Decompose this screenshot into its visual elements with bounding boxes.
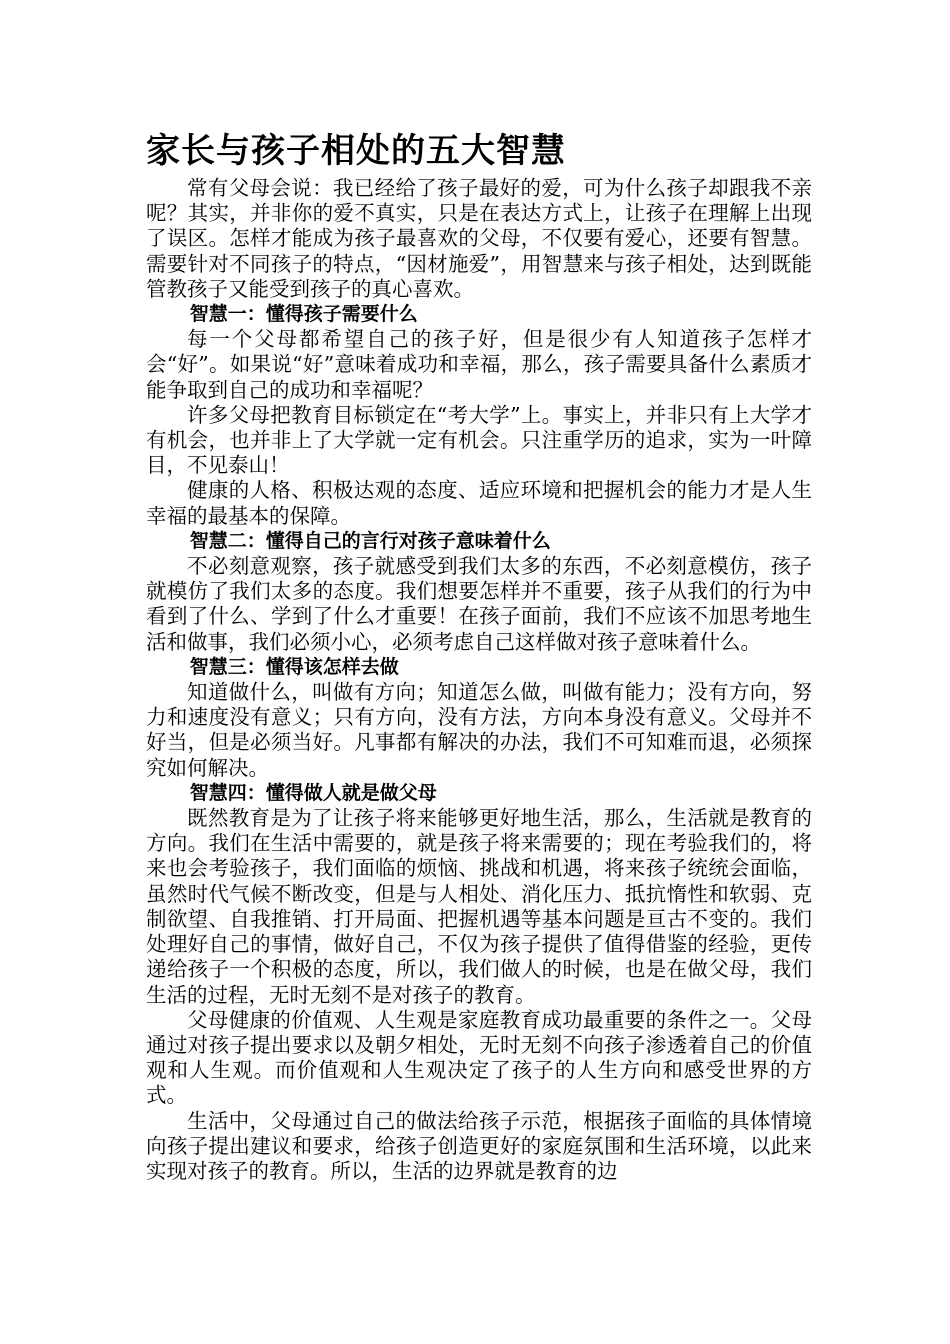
section-heading: 智慧二：懂得自己的言行对孩子意味着什么	[189, 529, 551, 552]
section-2	[146, 529, 812, 655]
section-paragraph: 不必刻意观察，孩子就感受到我们太多的东西，不必刻意模仿，孩子就模仿了我们太多的态度。我们想要怎样并不重要，孩子从我们的行为中看到了什么、学到了什么才重要！在孩子面前，我们不应该不加思考地生活和做事，我们必须小心，必须考虑自己这样做对孩子意味着什么。	[146, 554, 812, 654]
document-page	[146, 128, 812, 1184]
section-paragraph: 许多父母把教育目标锁定在“考大学”上。事实上，并非只有上大学才有机会，也并非上了大学就一定有机会。只注重学历的追求，实为一叶障目，不见泰山！	[146, 402, 812, 478]
section-3	[146, 655, 812, 781]
section-paragraph: 健康的人格、积极达观的态度、适应环境和把握机会的能力才是人生幸福的最基本的保障。	[146, 478, 812, 528]
intro-paragraph: 常有父母会说：我已经给了孩子最好的爱，可为什么孩子却跟我不亲呢？其实，并非你的爱不真实，只是在表达方式上，让孩子在理解上出现了误区。怎样才能成为孩子最喜欢的父母，不仅要有爱心，还要有智慧。需要针对不同孩子的特点，“因材施爱”，用智慧来与孩子相处，达到既能管教孩子又能受到孩子的真心喜欢。	[146, 176, 812, 301]
section-paragraph: 父母健康的价值观、人生观是家庭教育成功最重要的条件之一。父母通过对孩子提出要求以及朝夕相处，无时无刻不向孩子渗透着自己的价值观和人生观。而价值观和人生观决定了孩子的人生方向和感受世界的方式。	[146, 1007, 812, 1108]
section-1	[146, 302, 812, 529]
section-paragraph: 每一个父母都希望自己的孩子好，但是很少有人知道孩子怎样才会“好”。如果说“好”意味着成功和幸福，那么，孩子需要具备什么素质才能争取到自己的成功和幸福呢？	[146, 327, 812, 402]
section-4	[146, 781, 812, 1184]
document-title: 家长与孩子相处的五大智慧	[146, 131, 566, 171]
section-paragraph: 知道做什么，叫做有方向；知道怎么做，叫做有能力；没有方向，努力和速度没有意义；只有方向，没有方法，方向本身没有意义。父母并不好当，但是必须当好。凡事都有解决的办法，我们不可知难而退，必须探究如何解决。	[146, 680, 812, 780]
section-heading: 智慧三：懂得该怎样去做	[189, 655, 399, 678]
section-heading: 智慧四：懂得做人就是做父母	[189, 781, 437, 804]
section-paragraph: 生活中，父母通过自己的做法给孩子示范，根据孩子面临的具体情境向孩子提出建议和要求，给孩子创造更好的家庭氛围和生活环境，以此来实现对孩子的教育。所以，生活的边界就是教育的边	[146, 1108, 812, 1183]
section-paragraph: 既然教育是为了让孩子将来能够更好地生活，那么，生活就是教育的方向。我们在生活中需要的，就是孩子将来需要的；现在考验我们的，将来也会考验孩子，我们面临的烦恼、挑战和机遇，将来孩子统统会面临，虽然时代气候不断改变，但是与人相处、消化压力、抵抗惰性和软弱、克制欲望、自我推销、打开局面、把握机遇等基本问题是亘古不变的。我们处理好自己的事情，做好自己，不仅为孩子提供了值得借鉴的经验，更传递给孩子一个积极的态度，所以，我们做人的时候，也是在做父母，我们生活的过程，无时无刻不是对孩子的教育。	[146, 806, 812, 1007]
section-heading: 智慧一：懂得孩子需要什么	[189, 303, 418, 326]
